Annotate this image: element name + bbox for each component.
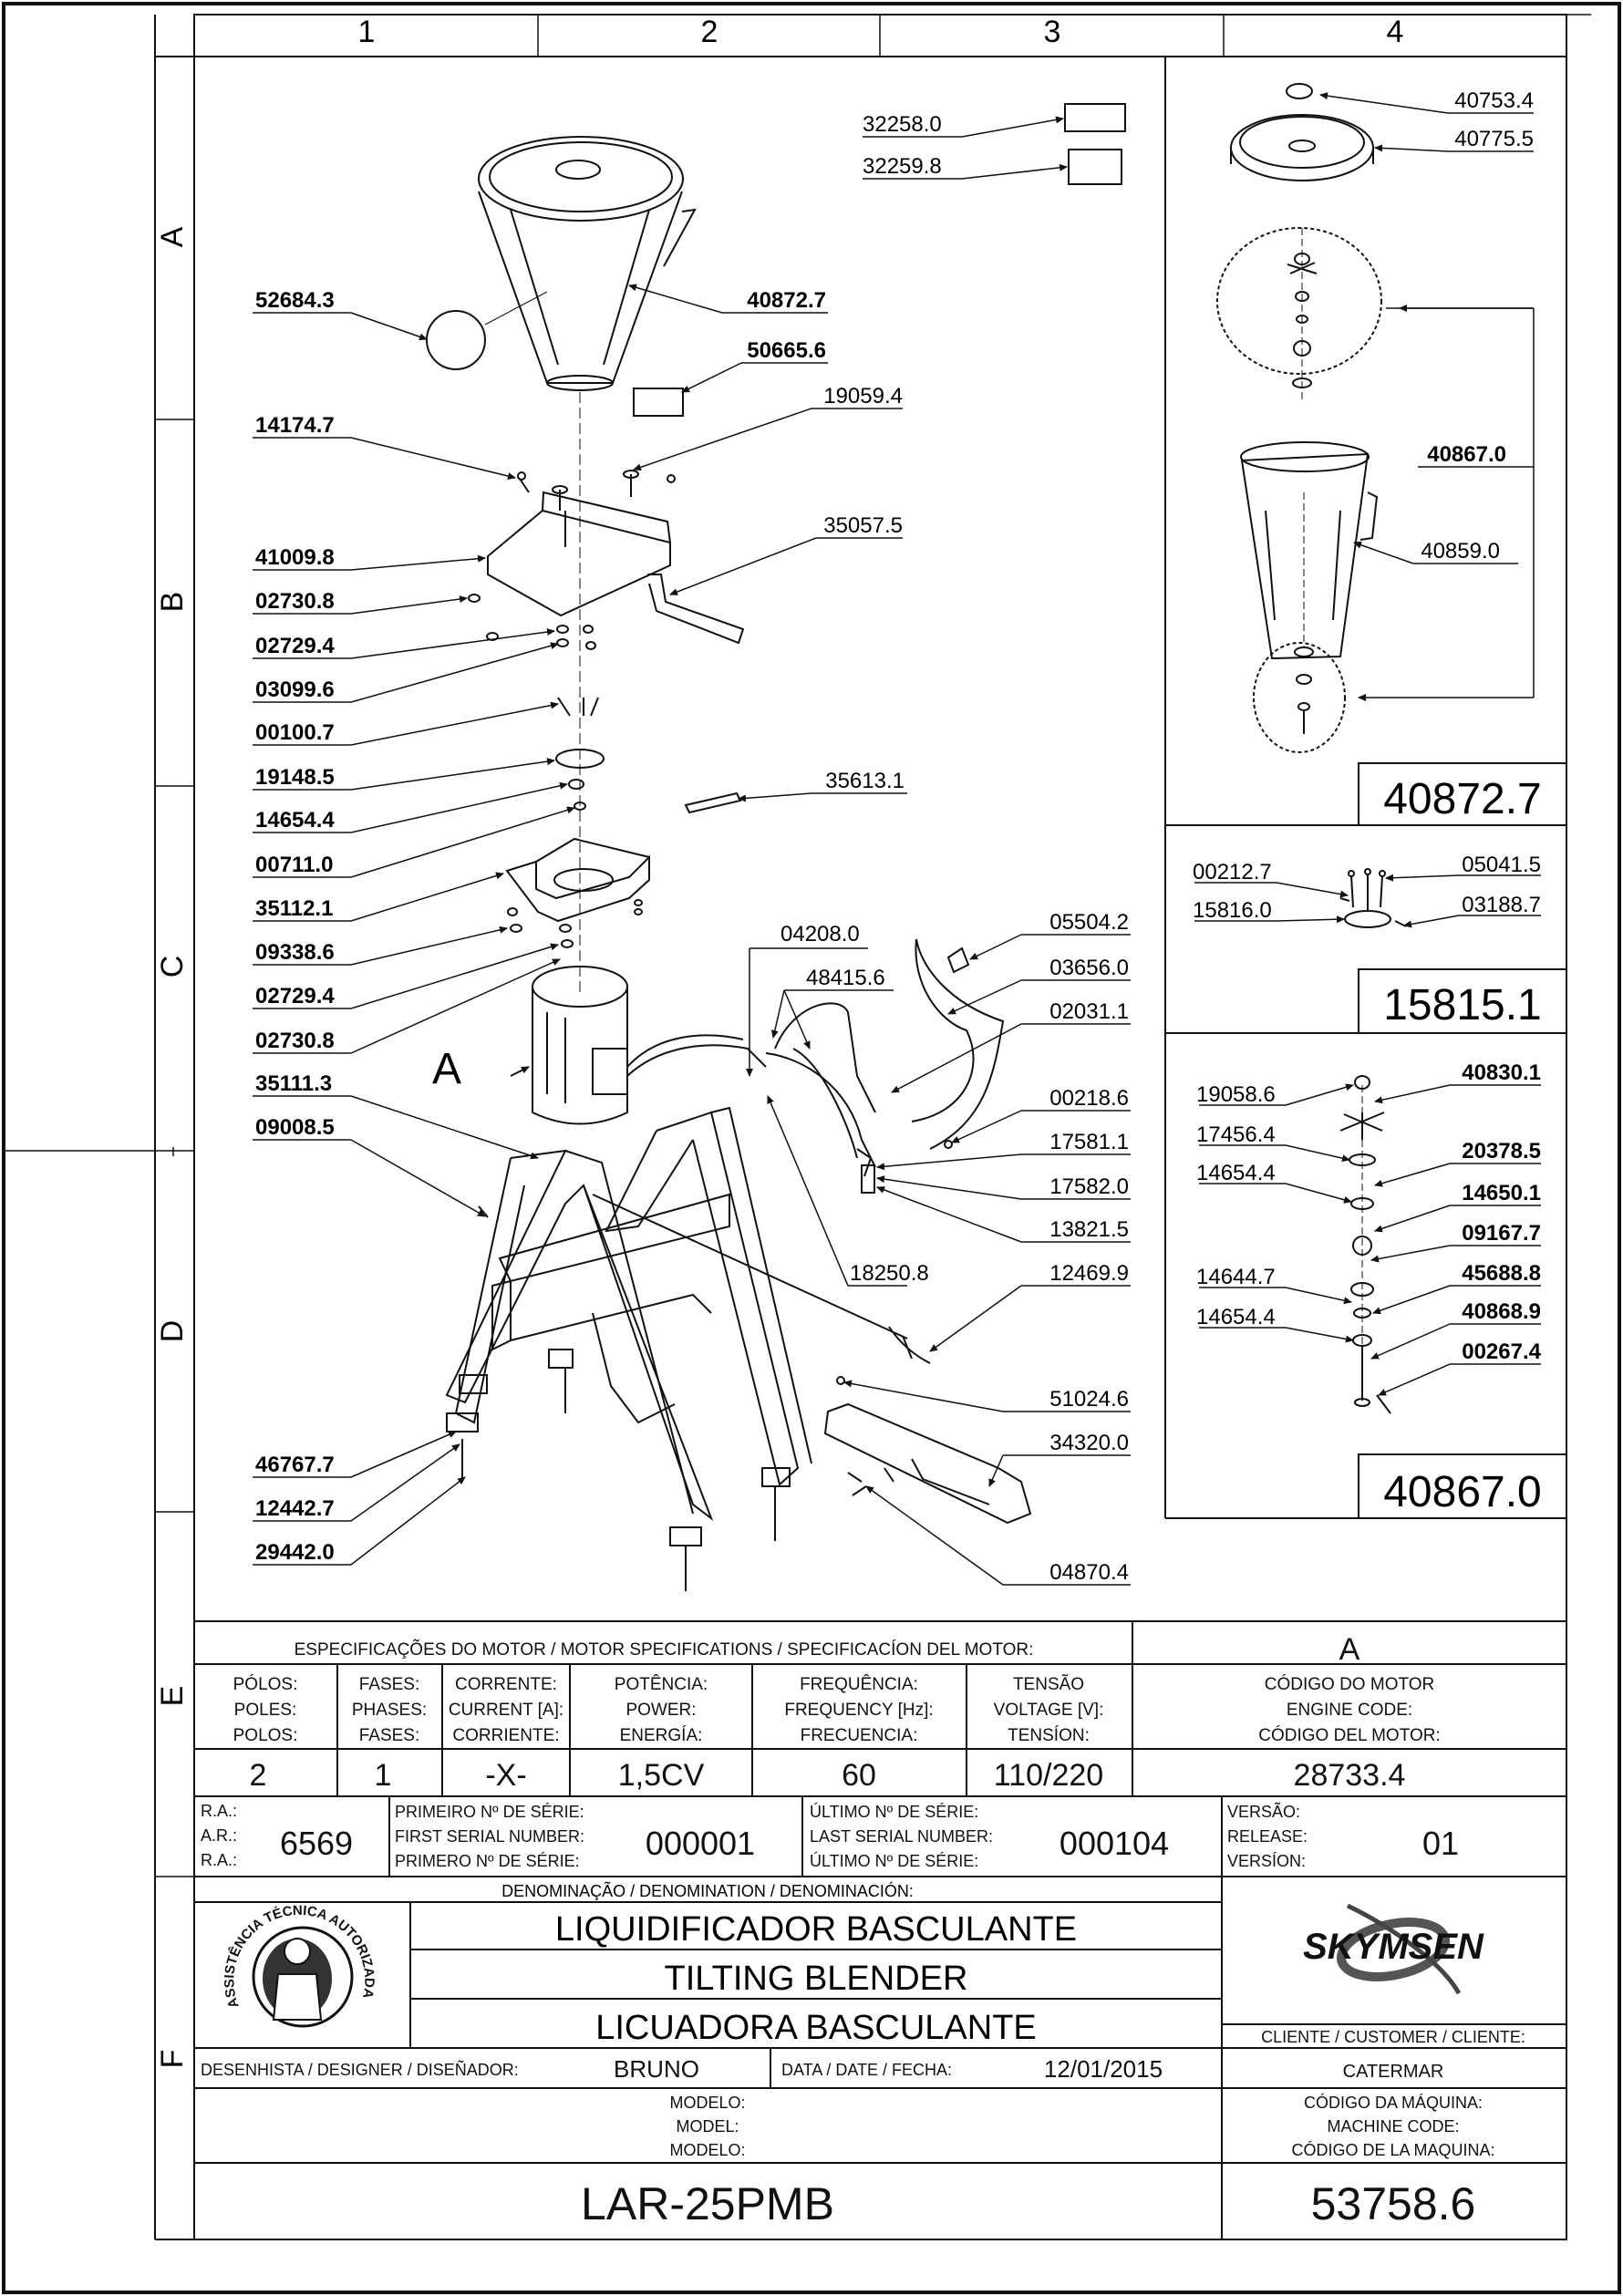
part-label: 05504.2 (1049, 910, 1129, 935)
header-power: POTÊNCIA: (614, 1675, 708, 1694)
part-label: 40830.1 (1462, 1060, 1541, 1085)
part-label: 32258.0 (863, 112, 942, 137)
machine-code-label: MACHINE CODE: (1327, 2117, 1460, 2136)
header-frequency: FREQUENCY [Hz]: (784, 1701, 934, 1720)
date-value: 12/01/2015 (1043, 2055, 1163, 2083)
version-label: RELEASE: (1227, 1827, 1308, 1846)
part-label: 00218.6 (1049, 1086, 1129, 1111)
value-phases: 1 (374, 1758, 392, 1793)
header-poles: POLOS: (233, 1726, 298, 1745)
header-current: CORRIENTE: (452, 1726, 560, 1745)
version-label: VERSÃO: (1227, 1803, 1301, 1821)
part-label: 40867.0 (1427, 442, 1506, 467)
header-phases: FASES: (358, 1675, 420, 1694)
first-serial-label: PRIMEIRO Nº DE SÉRIE: (395, 1803, 584, 1821)
part-label: 02729.4 (255, 634, 335, 658)
blade-assembly-code: 40867.0 (1383, 1468, 1542, 1516)
row-letter-c: C (155, 955, 190, 978)
header-voltage: TENSÍON: (1008, 1726, 1090, 1745)
skymsen-logo (1303, 1906, 1484, 1993)
part-label: 35111.3 (255, 1071, 333, 1096)
row-letter-a: A (155, 226, 190, 248)
last-serial-label: ÚLTIMO Nº DE SÉRIE: (810, 1852, 979, 1870)
header-motor-code: CÓDIGO DEL MOTOR: (1258, 1726, 1441, 1745)
value-poles: 2 (249, 1758, 267, 1793)
header-poles: POLES: (233, 1701, 297, 1720)
row-letter-e: E (155, 1685, 190, 1707)
header-motor-code: ENGINE CODE: (1286, 1701, 1413, 1720)
part-label: 13821.5 (1049, 1217, 1129, 1242)
part-label: 05041.5 (1462, 853, 1541, 877)
motor-spec-title: ESPECIFICAÇÕES DO MOTOR / MOTOR SPECIFICATIONS / SPECIFICACÍON DEL MOTOR: (294, 1640, 1034, 1660)
version-label: VERSÍON: (1227, 1852, 1307, 1870)
column-number-1: 1 (357, 15, 376, 49)
part-label: 14654.4 (255, 808, 335, 833)
row-letter-d: D (155, 1319, 190, 1343)
motor-callout: A (431, 1045, 462, 1093)
header-frequency: FREQUÊNCIA: (800, 1675, 918, 1694)
part-label: 02031.1 (1049, 999, 1129, 1024)
part-label: 17582.0 (1049, 1174, 1129, 1199)
part-label: 19059.4 (823, 384, 903, 409)
part-label: 12469.9 (1049, 1261, 1129, 1286)
row-letter-f: F (155, 2049, 190, 2069)
label-sticker-1 (1065, 104, 1125, 131)
model-label: MODELO: (669, 2141, 746, 2159)
ra-value: 6569 (279, 1825, 354, 1862)
part-label: 20378.5 (1462, 1139, 1541, 1164)
part-label: 40859.0 (1421, 539, 1500, 564)
part-label: 00711.0 (255, 853, 334, 877)
product-name-en: TILTING BLENDER (664, 1960, 968, 1998)
date-label: DATA / DATE / FECHA: (781, 2061, 953, 2079)
client-label: CLIENTE / CUSTOMER / CLIENTE: (1261, 2028, 1525, 2046)
part-label: 00100.7 (255, 720, 335, 745)
label-sticker-3 (634, 388, 683, 416)
header-frequency: FRECUENCIA: (800, 1726, 918, 1745)
main-assembly-art (427, 104, 1125, 1591)
jar-detail-art (1217, 84, 1534, 752)
part-label: 14654.4 (1196, 1305, 1276, 1329)
part-label: 35613.1 (825, 769, 905, 793)
part-label: 14650.1 (1462, 1181, 1541, 1205)
model-label: MODEL: (676, 2117, 739, 2136)
part-label: 17456.4 (1196, 1122, 1276, 1147)
part-label: 19058.6 (1196, 1082, 1276, 1107)
part-label: 09338.6 (255, 940, 335, 965)
part-label: 03188.7 (1462, 893, 1541, 917)
ra-label: A.R.: (201, 1826, 238, 1845)
jar-assembly-code: 40872.7 (1383, 775, 1542, 823)
header-voltage: TENSÃO (1012, 1675, 1085, 1694)
value-power: 1,5CV (617, 1758, 705, 1793)
part-label: 15816.0 (1193, 898, 1272, 923)
part-label: 35112.1 (255, 896, 334, 921)
blade-detail-labels (1196, 1060, 1542, 1364)
value-voltage: 110/220 (993, 1758, 1104, 1793)
column-numbers (358, 15, 1404, 49)
sticker-disc (427, 311, 485, 369)
part-label: 09167.7 (1462, 1221, 1541, 1246)
ra-label: R.A.: (201, 1802, 238, 1820)
part-label: 12442.7 (255, 1496, 335, 1521)
first-serial-value: 000001 (645, 1825, 756, 1862)
header-current: CORRENTE: (455, 1675, 557, 1694)
header-motor-code: CÓDIGO DO MOTOR (1264, 1675, 1435, 1694)
jar-detail-leaders (1320, 95, 1534, 564)
last-serial-value: 000104 (1059, 1825, 1170, 1862)
motor-spec-table (233, 1632, 1441, 1793)
last-serial-label: ÚLTIMO Nº DE SÉRIE: (810, 1803, 979, 1821)
part-label: 40868.9 (1462, 1299, 1541, 1324)
part-label: 41009.8 (255, 545, 335, 570)
row-letters (155, 226, 190, 2068)
column-number-2: 2 (700, 15, 718, 49)
part-label: 14644.7 (1196, 1265, 1276, 1289)
part-label: 50665.6 (747, 338, 826, 363)
model-label: MODELO: (669, 2094, 746, 2112)
main-leader-lines (253, 119, 1131, 1585)
blade-detail-art (1340, 1076, 1390, 1413)
part-label: 02729.4 (255, 984, 335, 1008)
part-label: 03656.0 (1049, 956, 1129, 980)
part-label: 19148.5 (255, 765, 335, 790)
part-label: 09008.5 (255, 1115, 335, 1140)
part-label: 46767.7 (255, 1453, 335, 1477)
product-name-pt: LIQUIDIFICADOR BASCULANTE (554, 1910, 1078, 1949)
product-names (555, 1910, 1077, 2047)
first-serial-label: FIRST SERIAL NUMBER: (395, 1827, 585, 1846)
part-label: 03099.6 (255, 677, 335, 702)
part-label: 40775.5 (1454, 127, 1534, 151)
machine-code-value: 53758.6 (1310, 2178, 1476, 2229)
part-label: 29442.0 (255, 1540, 335, 1565)
last-serial-label: LAST SERIAL NUMBER: (810, 1827, 994, 1846)
coupling-assembly-code: 15815.1 (1383, 981, 1542, 1029)
header-power: POWER: (625, 1701, 697, 1720)
product-name-es: LICUADORA BASCULANTE (595, 2009, 1037, 2047)
value-motor-code: 28733.4 (1293, 1758, 1406, 1793)
part-label: 35057.5 (823, 513, 903, 538)
brand-name: SKYMSEN (1303, 1927, 1483, 1967)
part-label: 00267.4 (1462, 1339, 1541, 1364)
value-current: -X- (485, 1758, 527, 1793)
part-label: 00212.7 (1193, 860, 1272, 884)
part-label: 14174.7 (255, 413, 335, 438)
stand-frame (447, 1151, 711, 1518)
row-letter-b: B (155, 591, 190, 613)
part-label: 02730.8 (255, 1029, 335, 1053)
part-label: 48415.6 (806, 966, 885, 990)
machine-code-label: CÓDIGO DE LA MAQUINA: (1291, 2141, 1495, 2159)
part-label: 34320.0 (1049, 1431, 1129, 1455)
label-sticker-2 (1069, 150, 1122, 184)
main-part-labels (255, 112, 1129, 1585)
header-voltage: VOLTAGE [V]: (993, 1701, 1104, 1720)
part-label: 02730.8 (255, 589, 335, 614)
designer-label: DESENHISTA / DESIGNER / DISEÑADOR: (201, 2061, 519, 2079)
client-value: CATERMAR (1342, 2062, 1444, 2082)
header-phases: FASES: (358, 1726, 420, 1745)
part-label: 32259.8 (863, 154, 942, 179)
part-label: 18250.8 (850, 1261, 929, 1286)
header-current: CURRENT [A]: (448, 1701, 564, 1720)
footer-fields (201, 2028, 1525, 2229)
authorized-service-seal (222, 1903, 377, 2026)
seal-text: ASSISTÊNCIA TÉCNICA AUTORIZADA (222, 1902, 377, 2011)
part-label: 04208.0 (780, 922, 860, 946)
part-label: 52684.3 (255, 288, 335, 313)
value-frequency: 60 (842, 1758, 876, 1793)
column-number-4: 4 (1386, 15, 1404, 49)
part-label: 51024.6 (1049, 1387, 1129, 1412)
motor-letter: A (1339, 1632, 1360, 1667)
ra-label: R.A.: (201, 1851, 238, 1869)
part-label: 14654.4 (1196, 1161, 1276, 1185)
denomination-header: DENOMINAÇÃO / DENOMINATION / DENOMINACIÓN: (501, 1882, 914, 1900)
column-number-3: 3 (1043, 15, 1061, 49)
version-value: 01 (1421, 1825, 1460, 1862)
model-value: LAR-25PMB (581, 2178, 834, 2229)
jar-detail-labels (1421, 88, 1534, 564)
first-serial-label: PRIMERO Nº DE SÉRIE: (395, 1852, 580, 1870)
designer-value: BRUNO (614, 2055, 699, 2083)
header-phases: PHASES: (351, 1701, 428, 1720)
part-label: 40872.7 (747, 288, 826, 313)
machine-code-label: CÓDIGO DA MÁQUINA: (1303, 2094, 1483, 2112)
part-label: 17581.1 (1049, 1130, 1129, 1154)
part-label: 04870.4 (1049, 1560, 1129, 1585)
header-poles: PÓLOS: (233, 1675, 298, 1694)
part-label: 40753.4 (1454, 88, 1534, 113)
header-power: ENERGÍA: (619, 1726, 703, 1745)
part-label: 45688.8 (1462, 1261, 1541, 1286)
